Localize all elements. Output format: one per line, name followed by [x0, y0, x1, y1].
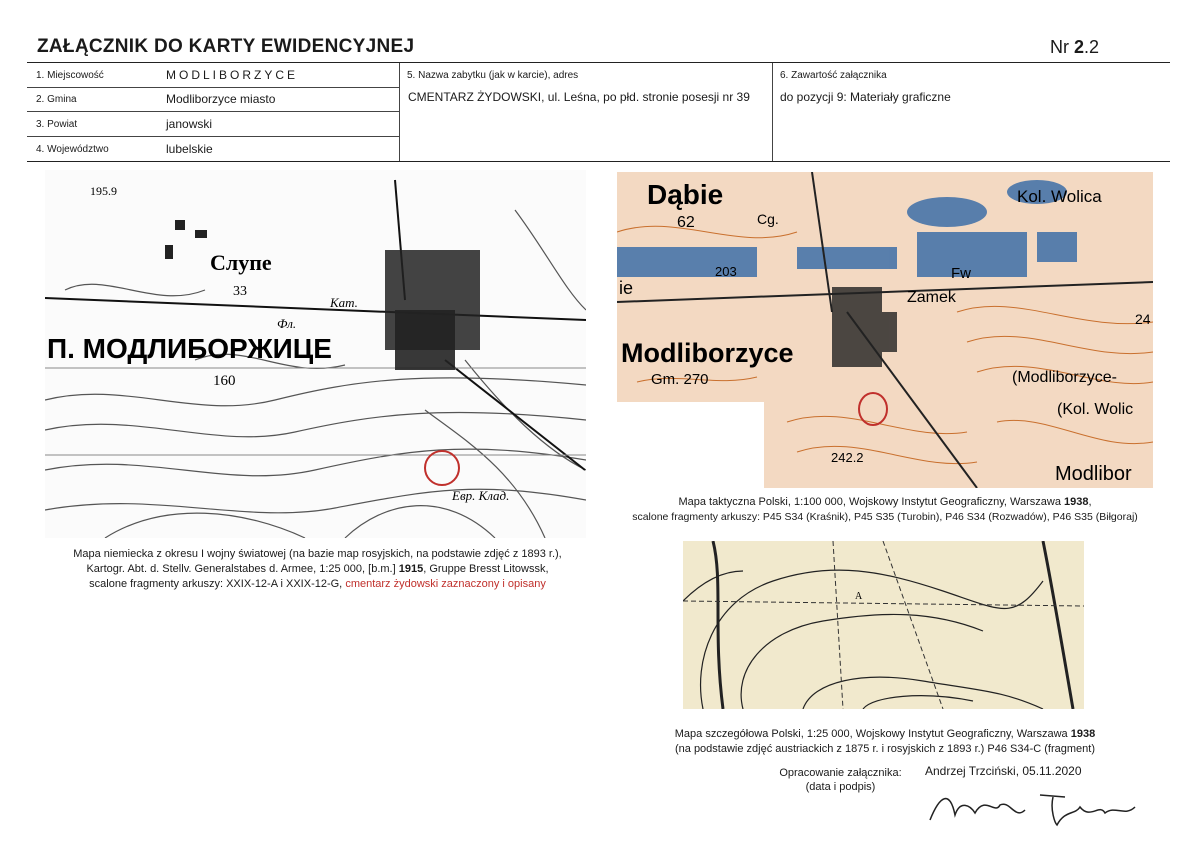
field-value-1: MODLIBORZYCE: [166, 68, 299, 82]
map3-caption-line1: [617, 727, 1153, 742]
field-value-6: do pozycji 9: Materiały graficzne: [780, 90, 951, 104]
map1-label-elev: 195.9: [90, 184, 117, 198]
map3-label-a: A: [855, 591, 863, 602]
map2-label-cg: Cg.: [757, 211, 779, 227]
map1-label-33: 33: [233, 284, 247, 299]
map2-caption-line2: scalone fragmenty arkuszy: P45 S34 (Kraśnik), P45 S35 (Turobin), P46 S34 (Rozwadów), P46 S35 (Biłgoraj): [632, 511, 1138, 523]
field-label-4: 4. Województwo: [36, 144, 109, 155]
field-row-1: [27, 63, 399, 88]
field-value-4: lubelskie: [166, 142, 213, 156]
field-row-3: [27, 112, 399, 137]
map3-caption-line2: (na podstawie zdjęć austriackich z 1875 r. i rosyjskich z 1893 r.) P46 S34-C (fragment): [674, 743, 1096, 755]
map1-label-town: П. МОДЛИБОРЖИЦЕ: [47, 333, 332, 364]
map3-caption: [617, 727, 1153, 757]
attachment-number: [1050, 37, 1099, 58]
field-label-2: 2. Gmina: [36, 94, 77, 105]
field-row-4: [27, 137, 399, 161]
map2-label-kolwolica: Kol. Wolica: [1017, 187, 1102, 206]
map1-caption-l3a: scalone fragmenty arkuszy: XXIX-12-A i XXIX-12-G,: [89, 578, 346, 590]
map2-label-modlib2: (Modliborzyce-: [1012, 369, 1117, 386]
page-title: ZAŁĄCZNIK DO KARTY EWIDENCYJNEJ: [37, 36, 415, 57]
map2-label-203: 203: [715, 264, 737, 279]
map2-label-gm: Gm. 270: [651, 371, 709, 388]
map-german-1915: [45, 170, 586, 538]
map3-caption-l1a: Mapa szczegółowa Polski, 1:25 000, Wojskowy Instytut Geograficzny, Warszawa: [674, 728, 1071, 740]
map2-label-zamek: Zamek: [907, 289, 956, 306]
map1-label-kath: Кат.: [330, 295, 358, 310]
map2-label-62: 62: [677, 214, 695, 231]
map2-caption-l1a: Mapa taktyczna Polski, 1:100 000, Wojskowy Instytut Geograficzny, Warszawa: [678, 496, 1065, 508]
map1-caption-cemetery: cmentarz żydowski zaznaczony i opisany: [345, 578, 546, 590]
map2-label-dabie: Dąbie: [647, 179, 724, 210]
map1-caption: [40, 547, 595, 592]
map2-label-24: 24: [1135, 311, 1151, 327]
map3-caption-year: 1938: [1070, 728, 1096, 740]
footer-prep-block: [773, 766, 908, 794]
map1-label-160: 160: [213, 373, 236, 389]
map2-caption-line1: [617, 495, 1153, 510]
field-label-6: 6. Zawartość załącznika: [780, 70, 887, 81]
field-label-5: 5. Nazwa zabytku (jak w karcie), adres: [407, 70, 579, 81]
table-divider-1: [399, 63, 400, 161]
signature: [925, 785, 1165, 835]
field-value-2: Modliborzyce miasto: [166, 92, 276, 106]
map2-label-town: Modliborzyce: [621, 338, 794, 368]
footer-prep-value: Andrzej Trzciński, 05.11.2020: [925, 764, 1082, 778]
map2-label-242: 242.2: [831, 450, 864, 465]
map-tactical-1938: [617, 172, 1153, 488]
map1-cemetery-marker: [425, 451, 459, 485]
field-row-2: [27, 87, 399, 112]
map2-label-modlibor: Modlibor: [1055, 463, 1132, 485]
map2-label-kolwolic2: (Kol. Wolic: [1057, 401, 1134, 418]
map1-caption-line2: [40, 562, 595, 577]
map2-label-ie: ie: [619, 278, 634, 298]
field-value-5: CMENTARZ ŻYDOWSKI, ul. Leśna, po płd. stronie posesji nr 39: [408, 90, 750, 104]
field-label-3: 3. Powiat: [36, 119, 78, 130]
nr-main: 2: [1074, 37, 1085, 57]
nr-prefix: Nr: [1050, 37, 1074, 57]
map2-caption: [617, 495, 1153, 525]
field-label-1: 1. Miejscowość: [36, 70, 104, 81]
map2-caption-l1c: ,: [1088, 496, 1092, 508]
map1-caption-line1: Mapa niemiecka z okresu I wojny światowej (na bazie map rosyjskich, na podstawie zdjęć z 1893 r.),: [73, 548, 562, 560]
map1-caption-line3: [40, 577, 595, 592]
map-detailed-1938: [683, 541, 1084, 709]
map1-label-cem: Евр. Клад.: [452, 488, 510, 503]
footer-prep-label: Opracowanie załącznika:: [779, 767, 902, 779]
map1-label-village: Слупе: [210, 250, 272, 275]
table-divider-2: [772, 63, 773, 161]
map2-label-fw: Fw: [951, 265, 971, 282]
header-table: [27, 62, 1170, 162]
map1-label-fl: Фл.: [277, 316, 297, 331]
field-value-3: janowski: [166, 117, 213, 131]
map2-caption-year: 1938: [1064, 496, 1089, 508]
map1-caption-l2a: Kartogr. Abt. d. Stellv. Generalstabes d. Armee, 1:25 000, [b.m.]: [86, 563, 399, 575]
nr-sub: .2: [1084, 37, 1100, 57]
map1-caption-l2c: , Gruppe Bresst Litowssk,: [423, 563, 549, 575]
map1-caption-year: 1915: [398, 563, 424, 575]
footer-date-sign: (data i podpis): [805, 781, 876, 793]
